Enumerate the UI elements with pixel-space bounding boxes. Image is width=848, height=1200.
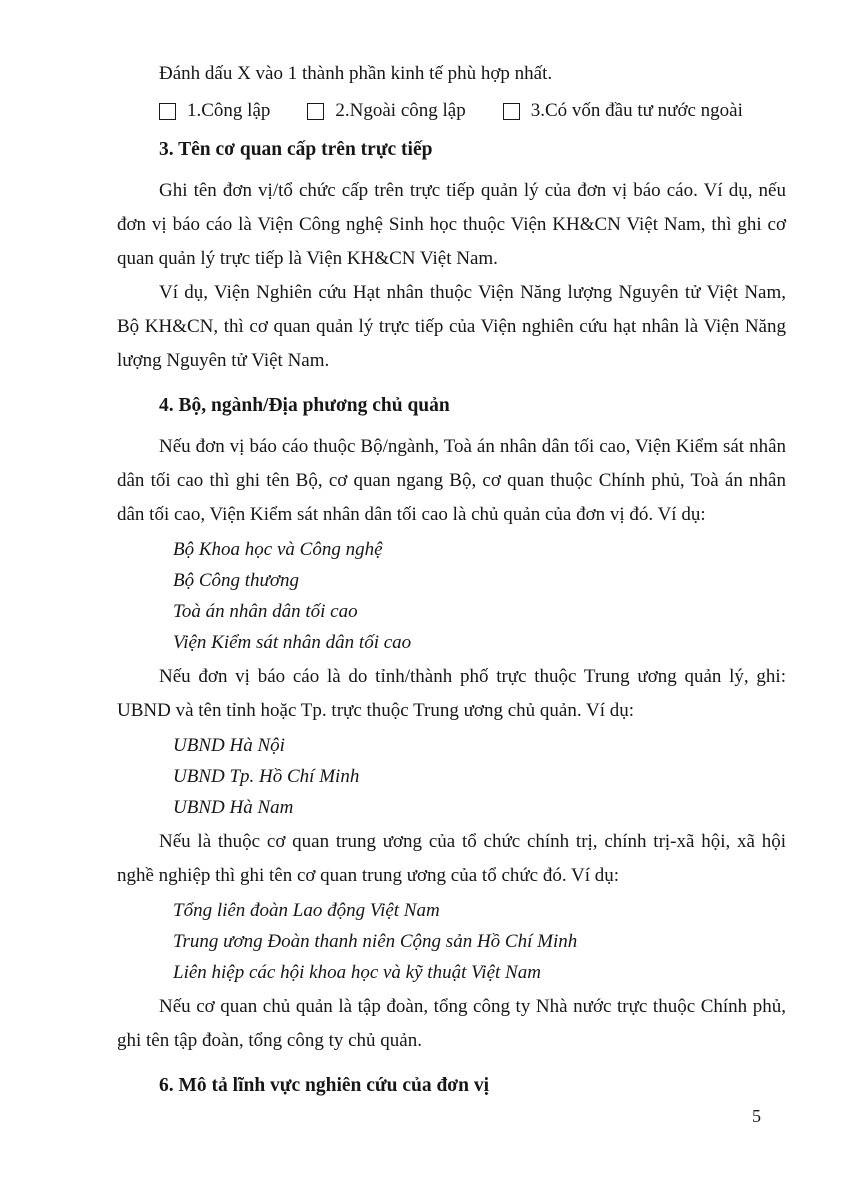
example-list-ubnd (117, 730, 786, 823)
example-item: UBND Tp. Hồ Chí Minh (173, 766, 360, 787)
page-number: 5 (752, 1106, 761, 1126)
checkbox-option-cong-lap[interactable] (159, 100, 270, 122)
section-heading-4: 4. Bộ, ngành/Địa phương chủ quản (159, 395, 450, 416)
example-item: Tổng liên đoàn Lao động Việt Nam (173, 900, 440, 921)
section-heading-6: 6. Mô tả lĩnh vực nghiên cứu của đơn vị (159, 1075, 489, 1096)
paragraph-4b: Nếu đơn vị báo cáo là do tỉnh/thành phố trực thuộc Trung ương quản lý, ghi: UBND và tên tỉnh hoặc Tp. trực thuộc Trung ương chủ quản. Ví dụ: (117, 666, 786, 721)
paragraph-3a: Ghi tên đơn vị/tổ chức cấp trên trực tiếp quản lý của đơn vị báo cáo. Ví dụ, nếu đơn vị báo cáo là Viện Công nghệ Sinh học thuộc Viện KH&CN Việt Nam, thì ghi cơ quan quản lý trực tiếp là Viện KH&CN Việt Nam. (117, 180, 786, 269)
checkbox-icon[interactable] (159, 103, 176, 120)
paragraph-3b: Ví dụ, Viện Nghiên cứu Hạt nhân thuộc Viện Năng lượng Nguyên tử Việt Nam, Bộ KH&CN, thì cơ quan quản lý trực tiếp của Viện nghiên cứu hạt nhân là Viện Năng lượng Nguyên tử Việt Nam. (117, 282, 786, 371)
checkbox-option-ngoai-cong-lap[interactable] (307, 100, 465, 122)
example-item: Bộ Công thương (173, 570, 300, 591)
example-item: Trung ương Đoàn thanh niên Cộng sản Hồ Chí Minh (173, 931, 578, 952)
example-list-organizations (117, 895, 786, 988)
example-item: UBND Hà Nam (173, 797, 294, 818)
checkbox-label: 3.Có vốn đầu tư nước ngoài (530, 100, 743, 121)
example-item: Toà án nhân dân tối cao (173, 601, 358, 622)
checkbox-icon[interactable] (307, 103, 324, 120)
example-item: UBND Hà Nội (173, 735, 285, 756)
example-item: Viện Kiểm sát nhân dân tối cao (173, 632, 412, 653)
checkbox-label: 1.Công lập (187, 100, 271, 121)
example-list-ministries (117, 534, 786, 658)
checkbox-option-von-nuoc-ngoai[interactable] (503, 100, 743, 122)
paragraph-4c: Nếu là thuộc cơ quan trung ương của tổ chức chính trị, chính trị-xã hội, xã hội nghề nghiệp thì ghi tên cơ quan trung ương của tổ chức đó. Ví dụ: (117, 831, 786, 886)
paragraph-4d: Nếu cơ quan chủ quản là tập đoàn, tổng công ty Nhà nước trực thuộc Chính phủ, ghi tên tập đoàn, tổng công ty chủ quản. (117, 996, 786, 1051)
paragraph-4a: Nếu đơn vị báo cáo thuộc Bộ/ngành, Toà án nhân dân tối cao, Viện Kiểm sát nhân dân tối cao thì ghi tên Bộ, cơ quan ngang Bộ, cơ quan thuộc Chính phủ, Toà án nhân dân tối cao, Viện Kiểm sát nhân dân tối cao là chủ quản của đơn vị đó. Ví dụ: (117, 436, 786, 525)
section-heading-3: 3. Tên cơ quan cấp trên trực tiếp (159, 139, 433, 160)
checkbox-label: 2.Ngoài công lập (335, 100, 466, 121)
checkbox-icon[interactable] (503, 103, 520, 120)
economic-type-options (117, 100, 786, 122)
intro-paragraph: Đánh dấu X vào 1 thành phần kinh tế phù hợp nhất. (159, 63, 553, 84)
example-item: Liên hiệp các hội khoa học và kỹ thuật Việt Nam (173, 962, 541, 983)
example-item: Bộ Khoa học và Công nghệ (173, 539, 383, 560)
